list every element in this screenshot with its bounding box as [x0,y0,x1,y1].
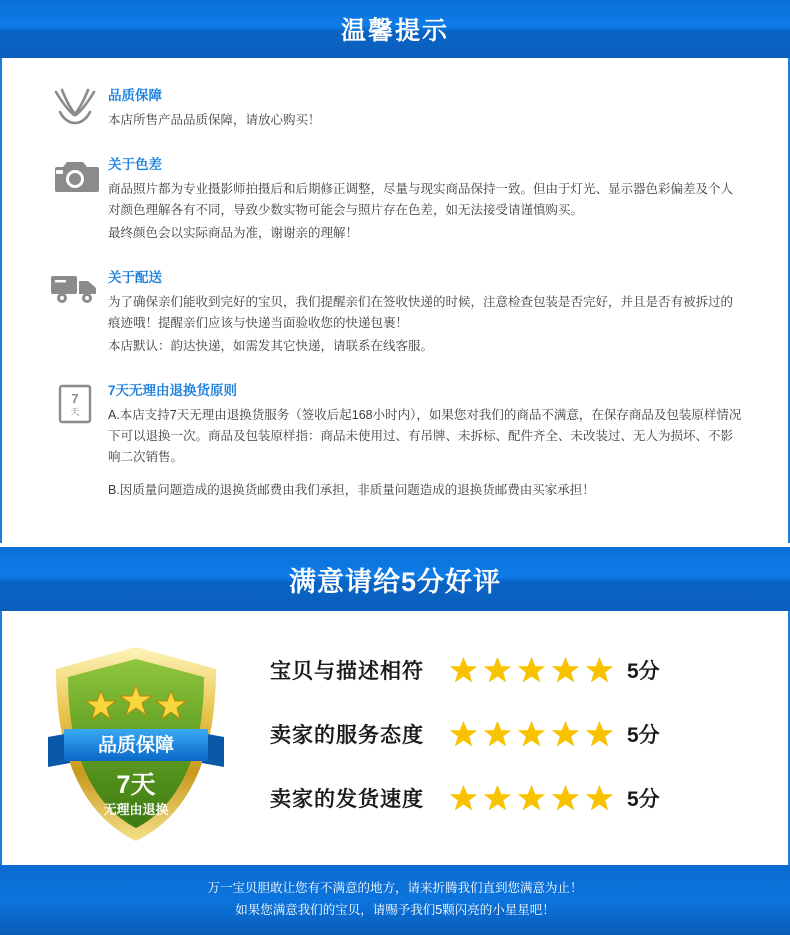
notice-text-color [108,153,748,246]
notice-heading: 品质保障 [108,88,162,103]
star-icon [448,655,479,685]
notice-paragraph: 为了确保亲们能收到完好的宝贝，我们提醒亲们在签收快递的时候，注意检查包装是否完好，并且是否有被拆过的痕迹哦！提醒亲们应该与快递当面验收您的快递包裹！ [108,295,734,330]
notice-paragraph: 本店默认：韵达快递，如需发其它快递，请联系在线客服。 [108,339,434,353]
notice-text-quality [108,84,748,133]
star-icon [482,783,513,813]
notice-item-delivery [42,266,748,359]
notice-heading: 关于配送 [108,270,162,285]
star-icon [448,783,479,813]
badge-sub-text: 无理由退换 [103,802,169,817]
rating-score: 5分 [627,724,660,747]
rating-score: 5分 [627,660,660,683]
star-rating [448,655,615,685]
svg-text:7: 7 [71,391,79,406]
notice-paragraph: 商品照片都为专业摄影师拍摄后和后期修正调整，尽量与现实商品保持一致。但由于灯光、显示器色彩偏差及个人对颜色理解各有不同，导致少数实物可能会与照片存在色差，如无法接受请谨慎购买。 [108,182,734,217]
badge-big-text: 7天 [116,771,156,799]
svg-text:天: 天 [70,407,80,417]
truck-icon [42,266,108,306]
hands-holding-icon [42,84,108,126]
notice-text-return [108,379,748,503]
rating-label: 宝贝与描述相符 [270,660,424,683]
badge-ribbon-text: 品质保障 [97,735,175,756]
rating-row [270,719,788,749]
star-icon [482,719,513,749]
star-icon [584,783,615,813]
quality-badge [2,637,270,851]
star-icon [584,655,615,685]
notice-item-quality [42,84,748,133]
notice-text-delivery [108,266,748,359]
notice-item-return [42,379,748,503]
rating-banner [0,547,790,611]
page-title: 温馨提示 [340,17,449,45]
notice-paragraph: A.本店支持7天无理由退换货服务（签收后起168小时内），如果您对我们的商品不满意，在保存商品及包装原样情况下可以退换一次。商品及包装原样指：商品未使用过、有吊牌、未拆标、配件齐全、未改装过、无人为损坏、不影响二次销售。 [108,408,742,464]
rating-label: 卖家的服务态度 [270,724,424,747]
rating-rows [270,637,788,847]
notice-paragraph: 最终颜色会以实际商品为准，谢谢亲的理解！ [108,226,359,240]
camera-icon [42,153,108,195]
footer-line-1: 万一宝贝胆敢让您有不满意的地方，请来折腾我们直到您满意为止！ [207,881,583,895]
rating-section [0,611,790,865]
rating-row [270,655,788,685]
rating-score: 5分 [627,788,660,811]
star-icon [550,719,581,749]
seven-day-icon [42,379,108,425]
star-icon [584,719,615,749]
star-rating [448,719,615,749]
star-icon [550,655,581,685]
star-rating [448,783,615,813]
notice-heading: 关于色差 [108,157,162,172]
star-icon [516,655,547,685]
rating-banner-title: 满意请给5分好评 [288,566,502,597]
rating-label: 卖家的发货速度 [270,788,424,811]
notice-heading: 7天无理由退换货原则 [108,383,238,398]
notice-item-color [42,153,748,246]
rating-row [270,783,788,813]
star-icon [550,783,581,813]
star-icon [516,783,547,813]
notice-paragraph: 本店所售产品品质保障，请放心购买！ [108,113,321,127]
notice-paragraph: B.因质量问题造成的退换货邮费由我们承担，非质量问题造成的退换货邮费由买家承担！ [108,483,595,497]
notice-section [0,58,790,543]
star-icon [516,719,547,749]
star-icon [448,719,479,749]
notice-banner [0,0,790,58]
footer-banner [0,865,790,935]
star-icon [482,655,513,685]
footer-line-2: 如果您满意我们的宝贝，请赐予我们5颗闪亮的小星星吧！ [235,903,555,917]
